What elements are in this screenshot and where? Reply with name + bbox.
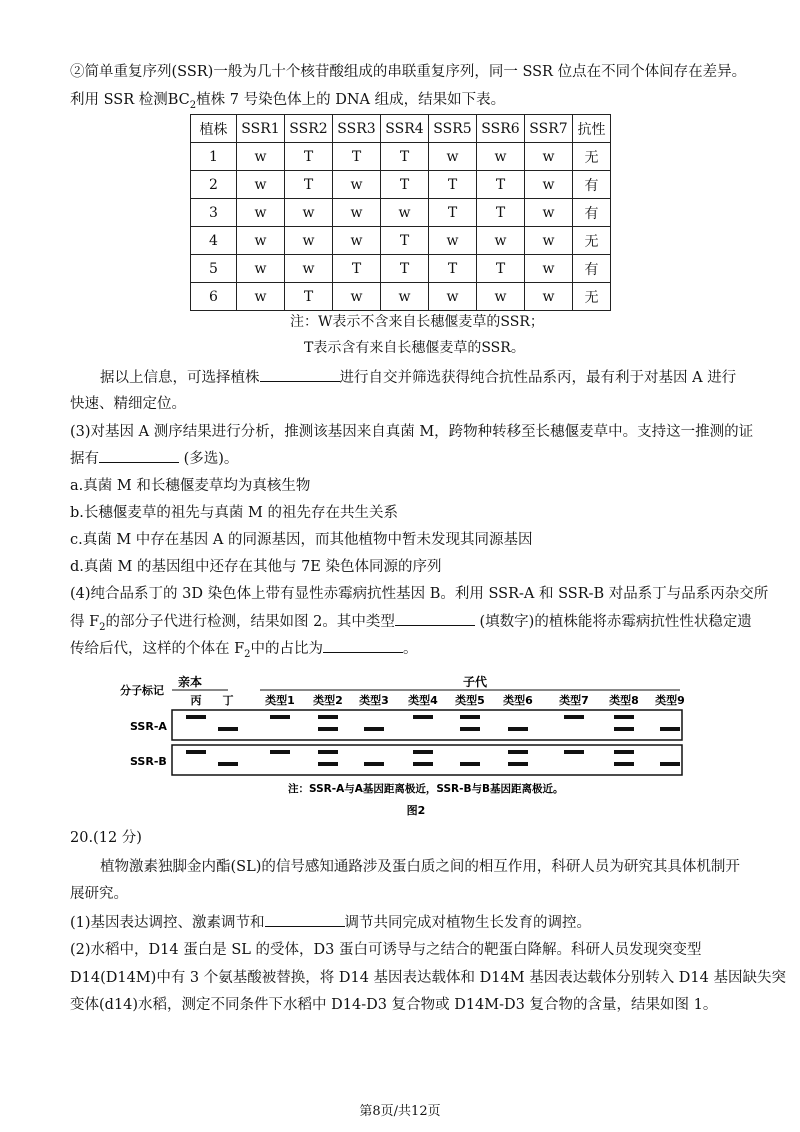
table-cell: 无: [573, 143, 611, 171]
table-header-row: [191, 115, 611, 143]
table-cell: 无: [573, 283, 611, 311]
table-note-1: 注：W表示不含来自长穗偃麦草的SSR；: [290, 314, 544, 330]
table-cell: w: [333, 283, 381, 311]
marker-header: 分子标记: [120, 684, 164, 697]
answer-blank-evidence[interactable]: [99, 448, 179, 463]
q20-part-2-line-1: (2)水稻中，D14 蛋白是 SL 的受体，D3 蛋白可诱导与之结合的靶蛋白降解。科研人员发现突变型: [70, 942, 702, 958]
table-cell: 1: [191, 143, 237, 171]
intro-line-1: ②简单重复序列(SSR)一般为几十个核苷酸组成的串联重复序列，同一 SSR 位点在不同个体间存在差异。: [70, 64, 747, 80]
table-cell: 无: [573, 227, 611, 255]
select-pre: 据以上信息，可选择植株: [100, 370, 260, 386]
table-cell: w: [525, 255, 573, 283]
select-paragraph-line-1: [100, 367, 736, 388]
ssr-a-band: [318, 715, 338, 719]
table-cell: w: [333, 199, 381, 227]
offspring-type-label: 类型8: [609, 694, 639, 707]
q3-option-a: a.真菌 M 和长穗偃麦草均为真核生物: [70, 478, 311, 494]
answer-blank-plant[interactable]: [260, 367, 340, 382]
ssr-a-band: [614, 727, 634, 731]
q20-p1-post: 调节共同完成对植物生长发育的调控。: [344, 915, 592, 931]
offspring-type-label: 类型2: [313, 694, 343, 707]
table-header-cell: SSR5: [429, 115, 477, 143]
table-header-cell: SSR4: [381, 115, 429, 143]
page-footer: 第8页/共12页: [359, 1104, 441, 1119]
intro-line-2-pre: 利用 SSR 检测BC: [70, 92, 190, 108]
ssr-b-band: [508, 762, 528, 766]
table-cell: w: [237, 227, 285, 255]
table-header-cell: SSR7: [525, 115, 573, 143]
table-cell: w: [525, 171, 573, 199]
table-row: [191, 255, 611, 283]
select-paragraph-line-2: 快速、精细定位。: [70, 396, 186, 412]
offspring-type-label: 类型6: [503, 694, 533, 707]
table-cell: w: [477, 143, 525, 171]
q4-line-2: [70, 611, 752, 638]
ssr-a-band: [318, 727, 338, 731]
table-cell: w: [237, 171, 285, 199]
table-row: [191, 283, 611, 311]
figure-2-caption: 图2: [406, 804, 426, 817]
ssr-b-band: [508, 750, 528, 754]
offspring-type-label: 类型3: [359, 694, 389, 707]
table-cell: w: [237, 199, 285, 227]
f2-subscript-2: 2: [244, 648, 251, 660]
q4-line2-mid: 的部分子代进行检测，结果如图 2。其中类型: [105, 614, 395, 630]
q4-line-1: (4)纯合品系丁的 3D 染色体上带有显性赤霉病抗性基因 B。利用 SSR-A 和 SSR-B 对品系丁与品系丙杂交所: [70, 586, 769, 602]
table-cell: T: [477, 199, 525, 227]
ssr-a-band: [413, 715, 433, 719]
offspring-type-label: 类型1: [265, 694, 295, 707]
intro-line-2-post: 植株 7 号染色体上的 DNA 组成，结果如下表。: [196, 92, 506, 108]
ssr-b-band: [318, 762, 338, 766]
table-cell: 有: [573, 199, 611, 227]
table-cell: w: [477, 227, 525, 255]
table-cell: 3: [191, 199, 237, 227]
table-cell: w: [525, 283, 573, 311]
table-cell: T: [333, 143, 381, 171]
table-cell: w: [333, 227, 381, 255]
q4-line3-post: 中的占比为: [250, 641, 324, 657]
ssr-b-band: [460, 762, 480, 766]
ssr-table: [190, 114, 611, 311]
answer-blank-regulation[interactable]: [265, 912, 345, 927]
q3-post: (多选)。: [183, 451, 239, 467]
ssr-b-band: [413, 762, 433, 766]
table-cell: w: [285, 227, 333, 255]
ssr-a-band: [270, 715, 290, 719]
ssr-b-band: [614, 762, 634, 766]
table-cell: 有: [573, 255, 611, 283]
table-cell: T: [285, 171, 333, 199]
table-cell: w: [285, 255, 333, 283]
table-header-cell: SSR1: [237, 115, 285, 143]
table-cell: 6: [191, 283, 237, 311]
ssr-a-band: [218, 727, 238, 731]
table-cell: 2: [191, 171, 237, 199]
gel-frame-ssr-b: [172, 745, 682, 775]
table-cell: T: [285, 143, 333, 171]
table-row: [191, 199, 611, 227]
table-cell: 4: [191, 227, 237, 255]
table-header-cell: SSR3: [333, 115, 381, 143]
ssr-a-band: [460, 727, 480, 731]
table-cell: T: [381, 171, 429, 199]
table-cell: T: [381, 227, 429, 255]
table-cell: T: [285, 283, 333, 311]
table-header-cell: SSR2: [285, 115, 333, 143]
table-cell: w: [477, 283, 525, 311]
bc2-subscript: 2: [189, 99, 197, 111]
ssr-b-band: [364, 762, 384, 766]
table-cell: w: [381, 199, 429, 227]
q3-option-b: b.长穗偃麦草的祖先与真菌 M 的祖先存在共生关系: [70, 505, 398, 521]
q4-line-3: [70, 638, 418, 665]
table-cell: T: [429, 171, 477, 199]
table-cell: w: [333, 171, 381, 199]
table-note-2: T表示含有来自长穗偃麦草的SSR。: [304, 340, 525, 356]
offspring-type-label: 类型4: [408, 694, 438, 707]
ssr-a-band: [508, 727, 528, 731]
table-cell: w: [237, 255, 285, 283]
q4-line3-pre: 传给后代，这样的个体在 F: [70, 641, 245, 657]
table-cell: T: [477, 255, 525, 283]
ssr-b-band: [614, 750, 634, 754]
f2-subscript: 2: [99, 621, 106, 633]
ssr-a-band: [460, 715, 480, 719]
table-cell: T: [429, 255, 477, 283]
table-row: [191, 143, 611, 171]
ssr-b-band: [270, 750, 290, 754]
table-cell: T: [381, 143, 429, 171]
table-header-cell: SSR6: [477, 115, 525, 143]
ssr-a-band: [564, 715, 584, 719]
parent-lane-label: 丁: [222, 694, 234, 707]
q20-intro-1: 植物激素独脚金内酯(SL)的信号感知通路涉及蛋白质之间的相互作用，科研人员为研究其具体机制开: [100, 859, 740, 875]
table-cell: T: [477, 171, 525, 199]
figure-2-gel: [120, 672, 690, 822]
ssr-a-band: [614, 715, 634, 719]
q20-intro-2: 展研究。: [70, 886, 128, 902]
table-cell: w: [429, 227, 477, 255]
row-label-ssr-b: SSR-B: [130, 755, 167, 768]
q3-line-2: [70, 448, 238, 469]
table-cell: w: [285, 199, 333, 227]
q4-line2-post: (填数字)的植株能将赤霉病抗性性状稳定遗: [479, 614, 752, 630]
q3-pre: 据有: [70, 451, 99, 467]
table-cell: T: [333, 255, 381, 283]
ssr-a-band: [186, 715, 206, 719]
ssr-b-band: [186, 750, 206, 754]
table-cell: w: [381, 283, 429, 311]
q4-line3-end: 。: [403, 641, 418, 657]
q3-line-1: (3)对基因 A 测序结果进行分析，推测该基因来自真菌 M，跨物种转移至长穗偃麦草中。支持这一推测的证: [70, 424, 754, 440]
ssr-b-band: [660, 762, 680, 766]
ssr-a-band: [364, 727, 384, 731]
table-row: [191, 171, 611, 199]
offspring-type-label: 类型9: [655, 694, 685, 707]
table-cell: 有: [573, 171, 611, 199]
q20-p1-pre: (1)基因表达调控、激素调节和: [70, 915, 265, 931]
parents-header: 亲本: [177, 675, 203, 689]
gel-frame-ssr-a: [172, 710, 682, 740]
table-header-cell: 植株: [191, 115, 237, 143]
table-cell: w: [237, 143, 285, 171]
ssr-b-band: [564, 750, 584, 754]
table-cell: 5: [191, 255, 237, 283]
offspring-type-label: 类型5: [455, 694, 485, 707]
offspring-type-label: 类型7: [559, 694, 589, 707]
ssr-b-band: [318, 750, 338, 754]
table-row: [191, 227, 611, 255]
table-cell: T: [429, 199, 477, 227]
table-cell: T: [381, 255, 429, 283]
q20-part-2-line-3: 变体(d14)水稻，测定不同条件下水稻中 D14-D3 复合物或 D14M-D3 复合物的含量，结果如图 1。: [70, 997, 718, 1013]
answer-blank-type[interactable]: [395, 611, 475, 626]
table-cell: w: [525, 227, 573, 255]
table-cell: w: [525, 199, 573, 227]
table-cell: w: [429, 143, 477, 171]
q20-part-1: [70, 912, 591, 933]
table-cell: w: [525, 143, 573, 171]
parent-lane-label: 丙: [190, 694, 202, 707]
q20-title: 20.(12 分): [70, 830, 142, 846]
table-cell: w: [429, 283, 477, 311]
ssr-b-band: [218, 762, 238, 766]
q20-part-2-line-2: D14(D14M)中有 3 个氨基酸被替换，将 D14 基因表达载体和 D14M 基因表达载体分别转入 D14 基因缺失突: [70, 970, 786, 986]
table-header-cell: 抗性: [573, 115, 611, 143]
row-label-ssr-a: SSR-A: [130, 720, 167, 733]
q3-option-d: d.真菌 M 的基因组中还存在其他与 7E 染色体同源的序列: [70, 559, 442, 575]
ssr-a-band: [660, 727, 680, 731]
q4-line2-pre: 得 F: [70, 614, 100, 630]
select-post: 进行自交并筛选获得纯合抗性品系丙，最有利于对基因 A 进行: [339, 370, 737, 386]
ssr-b-band: [413, 750, 433, 754]
offspring-header: 子代: [462, 675, 488, 689]
answer-blank-ratio[interactable]: [323, 638, 403, 653]
intro-line-2: [70, 90, 505, 116]
table-cell: w: [237, 283, 285, 311]
figure-2-note: 注：SSR-A与A基因距离极近，SSR-B与B基因距离极近。: [288, 783, 564, 795]
q3-option-c: c.真菌 M 中存在基因 A 的同源基因，而其他植物中暂未发现其同源基因: [70, 532, 533, 548]
